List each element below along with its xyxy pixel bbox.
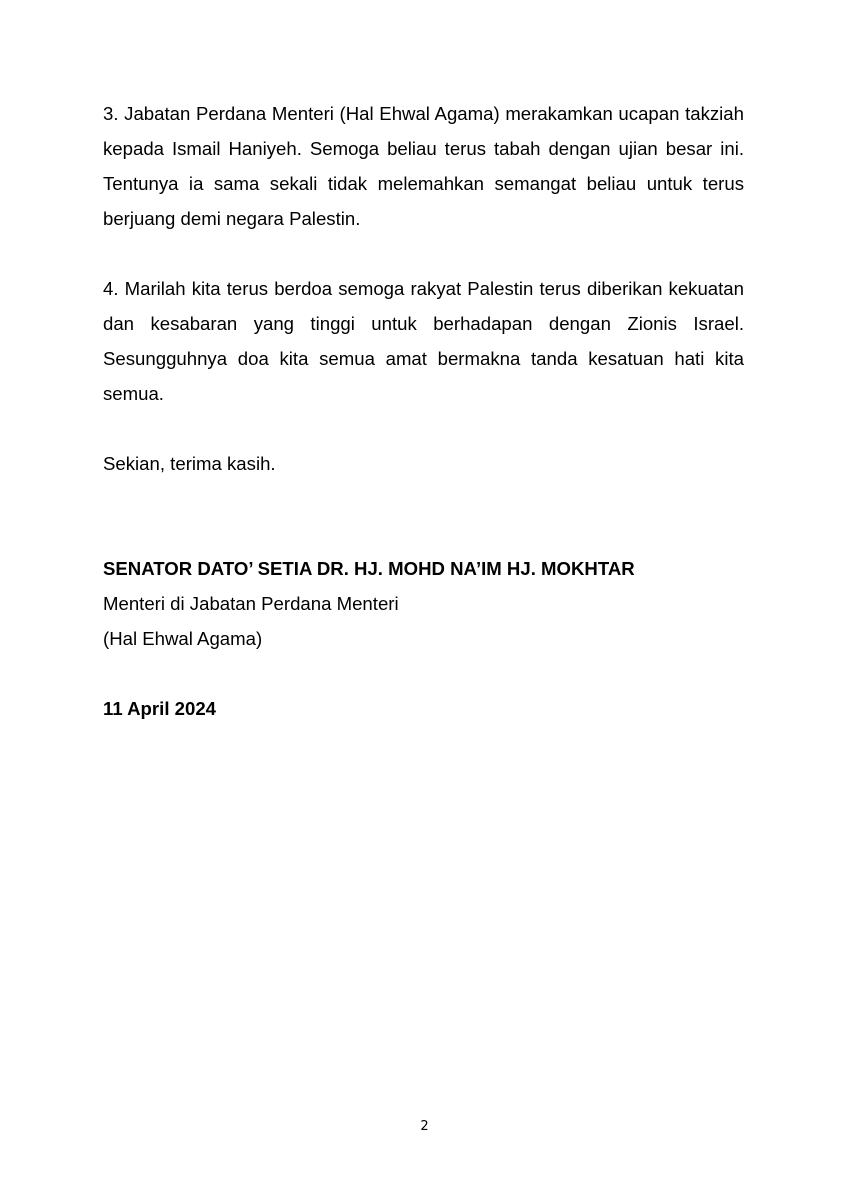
page-number: 2 <box>420 1119 429 1134</box>
signatory-portfolio: (Hal Ehwal Agama) <box>103 628 263 649</box>
paragraph-4: 4. Marilah kita terus berdoa semoga rakyat Palestin terus diberikan kekuatan dan kesabaran yang tinggi untuk berhadapan dengan Zionis Israel. Sesungguhnya doa kita semua amat bermakna tanda kesatuan hati kita semua. <box>103 278 744 404</box>
signatory-title: Menteri di Jabatan Perdana Menteri <box>103 593 399 614</box>
paragraph-3: 3. Jabatan Perdana Menteri (Hal Ehwal Agama) merakamkan ucapan takziah kepada Ismail Haniyeh. Semoga beliau terus tabah dengan ujian besar ini. Tentunya ia sama sekali tidak melemahkan semangat beliau untuk terus berjuang demi negara Palestin. <box>103 103 744 229</box>
document-date: 11 April 2024 <box>103 698 217 719</box>
signatory-name: SENATOR DATO’ SETIA DR. HJ. MOHD NA’IM HJ. MOKHTAR <box>103 558 635 579</box>
closing-text: Sekian, terima kasih. <box>103 453 276 474</box>
signature-block <box>103 551 744 656</box>
document-body <box>103 96 744 726</box>
